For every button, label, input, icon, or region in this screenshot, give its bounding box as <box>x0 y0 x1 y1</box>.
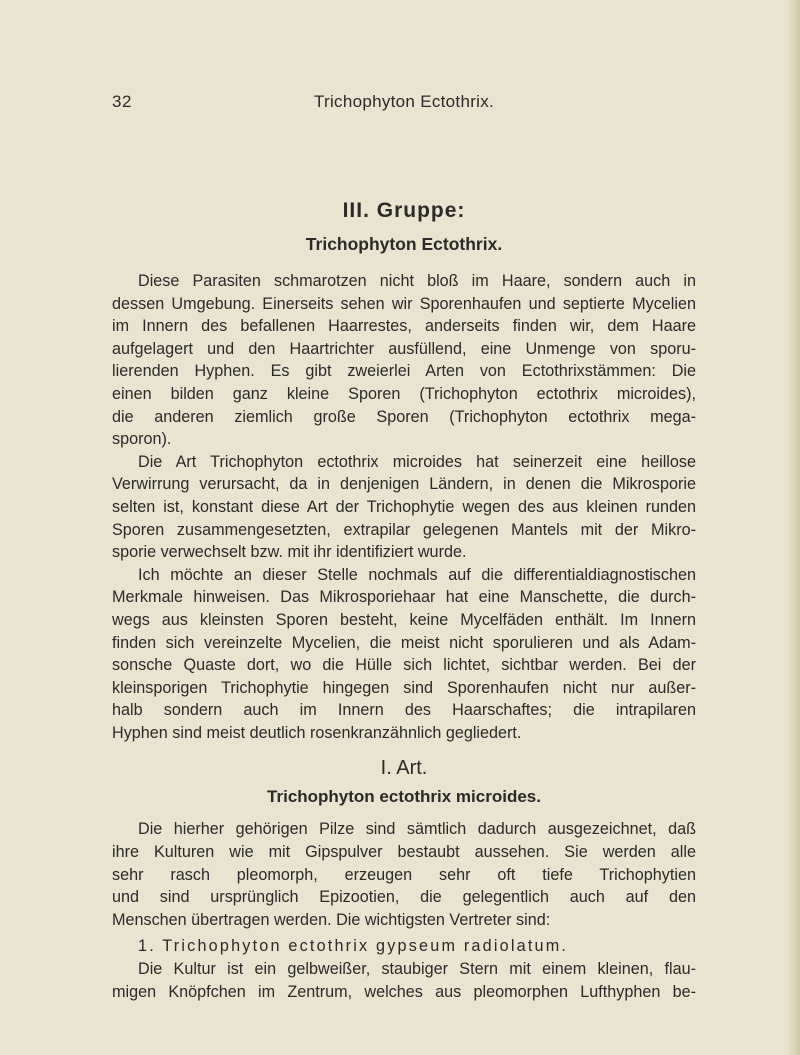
text-line: Die Kultur ist ein gelbweißer, staubiger Stern mit einem kleinen, flau- <box>138 960 696 979</box>
page-number: 32 <box>112 92 132 111</box>
text-line: Die Art Trichophyton ectothrix microides hat seinerzeit eine heillose <box>138 452 696 471</box>
text-line: dessen Umgebung. Einerseits sehen wir Sporenhaufen und septierte Mycelien <box>112 294 696 313</box>
text-line: Die hierher gehörigen Pilze sind sämtlich dadurch ausgezeichnet, daß <box>138 820 696 839</box>
text-line: kleinsporigen Trichophytie hingegen sind Sporenhaufen nicht nur außer- <box>112 678 696 697</box>
intro-paragraph <box>112 270 696 451</box>
text-line: im Innern des befallenen Haarrestes, anderseits finden wir, dem Haare <box>112 317 696 336</box>
text-line: Diese Parasiten schmarotzen nicht bloß im Haare, sondern auch in <box>138 272 696 290</box>
text-line: Menschen übertragen werden. Die wichtigsten Vertreter sind: <box>112 910 551 929</box>
text-line: sonsche Quaste dort, wo die Hülle sich lichtet, sichtbar werden. Bei der <box>112 656 696 675</box>
text-line: halb sondern auch im Innern des Haarschaftes; die intrapilaren <box>112 701 696 720</box>
text-line: Merkmale hinweisen. Das Mikrosporiehaar hat eine Manschette, die durch- <box>112 588 696 607</box>
text-line: Hyphen sind meist deutlich rosenkranzähnlich gegliedert. <box>112 723 522 742</box>
genus-title: Trichophyton Ectothrix. <box>305 234 503 254</box>
page-header <box>112 92 696 114</box>
text-line: lierenden Hyphen. Es gibt zweierlei Arten von Ectothrixstämmen: Die <box>112 362 696 381</box>
species-paragraph <box>112 818 696 931</box>
text-line: Ich möchte an dieser Stelle nochmals auf die differentialdiagnostischen <box>138 565 696 584</box>
species-item-1-description <box>112 958 696 1003</box>
text-line: sporie verwechselt bzw. mit ihr identifiziert wurde. <box>112 543 467 562</box>
paragraph-3 <box>112 564 696 745</box>
text-line: sehr rasch pleomorph, erzeugen sehr oft tiefe Trichophytien <box>112 865 696 884</box>
running-head: Trichophyton Ectothrix. <box>313 92 495 111</box>
text-line: einen bilden ganz kleine Sporen (Trichophyton ectothrix microides), <box>112 384 696 403</box>
text-line: finden sich vereinzelte Mycelien, die meist nicht sporulieren und als Adam- <box>112 633 696 652</box>
text-line: aufgelagert und den Haartrichter ausfüllend, eine Unmenge von sporu- <box>112 339 696 358</box>
text-line: migen Knöpfchen im Zentrum, welches aus pleomorphen Lufthyphen be- <box>112 982 696 1001</box>
species-item-1: 1. Trichophyton ectothrix gypseum radiolatum. <box>138 937 569 956</box>
text-line: wegs aus kleinsten Sporen besteht, keine Mycelfäden enthält. Im Innern <box>112 610 696 629</box>
text-line: ihre Kulturen wie mit Gipspulver bestaubt aussehen. Sie werden alle <box>112 843 696 862</box>
text-line: sporon). <box>112 430 172 449</box>
text-line: die anderen ziemlich große Sporen (Trichophyton ectothrix mega- <box>112 407 696 426</box>
text-line: und sind ursprünglich Epizootien, die gelegentlich auch auf den <box>112 888 696 907</box>
species-title: Trichophyton ectothrix microides. <box>267 787 541 807</box>
page-edge-shadow <box>786 0 800 1055</box>
page-content <box>112 198 696 1003</box>
text-line: Verwirrung verursacht, da in denjenigen Ländern, in denen die Mikrosporie <box>112 475 696 494</box>
species-label: I. Art. <box>380 757 428 780</box>
paragraph-2 <box>112 451 696 564</box>
text-line: selten ist, konstant diese Art der Trichophytie wegen des aus kleinen runden <box>112 497 696 516</box>
text-line: Sporen zusammengesetzten, extrapilar gelegenen Mantels mit der Mikro- <box>112 520 696 539</box>
group-title: III. Gruppe: <box>342 199 466 222</box>
